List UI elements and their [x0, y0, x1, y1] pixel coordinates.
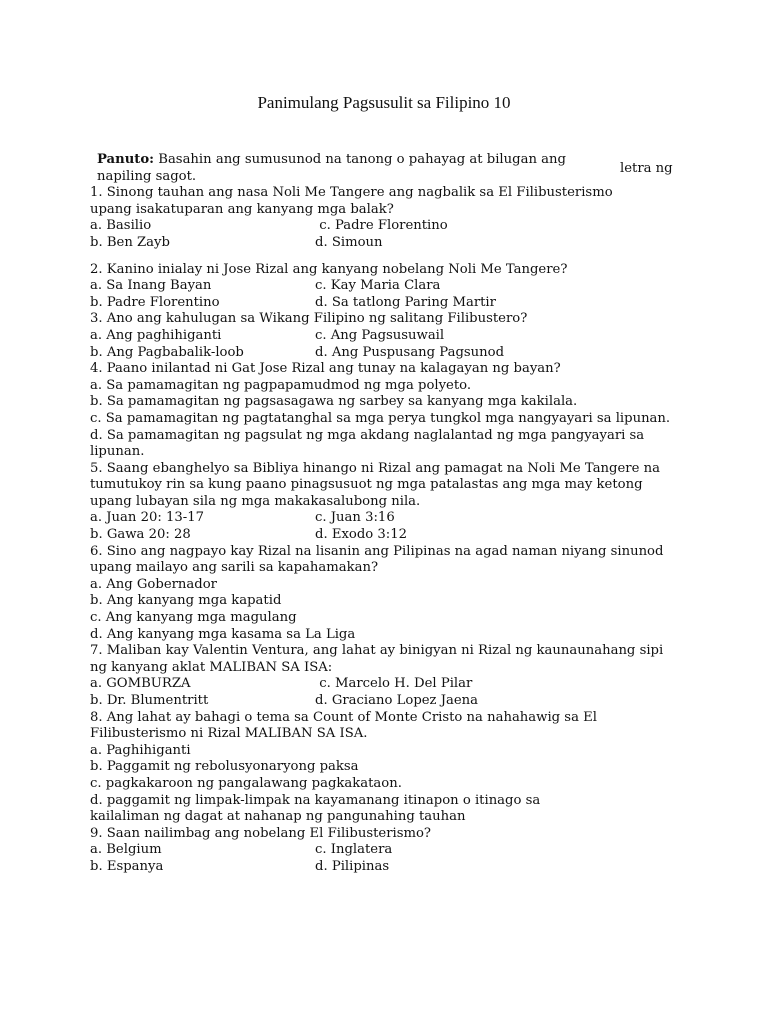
- question-line: 9. Saan nailimbag ang nobelang El Filibusterismo?: [90, 825, 431, 841]
- choice-right: d. Pilipinas: [315, 858, 390, 874]
- question-line: 7. Maliban kay Valentin Ventura, ang lahat ay binigyan ni Rizal ng kaunaunahang sipi: [90, 643, 664, 659]
- question-line: upang isakatuparan ang kanyang mga balak?: [90, 201, 394, 217]
- choice-right: d. Graciano Lopez Jaena: [315, 693, 479, 708]
- question-line: upang lubayan sila ng mga makakasalubong nila.: [90, 493, 421, 509]
- question-line: 4. Paano inilantad ni Gat Jose Rizal ang tunay na kalagayan ng bayan?: [90, 361, 561, 377]
- question-item: [90, 710, 690, 826]
- question-line: kailaliman ng dagat at nahanap ng pangunahing tauhan: [90, 809, 466, 825]
- instructions-aside: letra ng: [620, 161, 673, 176]
- choice-left: a. Juan 20: 13-17: [90, 510, 205, 526]
- choice-right: c. Kay Maria Clara: [315, 278, 441, 294]
- question-line: ng kanyang aklat MALIBAN SA ISA:: [90, 659, 333, 675]
- choice-row: [90, 527, 690, 544]
- question-line: c. pagkakaroon ng pangalawang pagkakataon.: [90, 775, 402, 791]
- choice-row: [90, 218, 690, 235]
- question-line: 3. Ano ang kahulugan sa Wikang Filipino ng salitang Filibustero?: [90, 311, 528, 327]
- question-line: Filibusterismo ni Rizal MALIBAN SA ISA.: [90, 726, 368, 742]
- question-item: [90, 461, 690, 544]
- choice-right: c. Inglatera: [315, 842, 393, 858]
- choice-row: [90, 235, 690, 252]
- question-line: upang mailayo ang sarili sa kapahamakan?: [90, 560, 379, 576]
- exam-body: [90, 152, 690, 876]
- instructions: [97, 152, 690, 185]
- question-line: b. Sa pamamagitan ng pagsasagawa ng sarbey sa kanyang mga kakilala.: [90, 394, 578, 410]
- choice-left: a. Belgium: [90, 842, 162, 858]
- choice-left: a. GOMBURZA: [90, 676, 191, 692]
- question-item: [90, 361, 690, 461]
- instructions-label: Panuto:: [97, 152, 155, 167]
- choice-right: d. Ang Puspusang Pagsunod: [315, 344, 505, 360]
- question-line: tumutukoy rin sa kung paano pinagsusuot ng mga patalastas ang mga may ketong: [90, 477, 643, 493]
- choice-row: [90, 510, 690, 527]
- choice-row: [90, 295, 690, 312]
- question-item: [90, 643, 690, 709]
- question-item: [90, 826, 690, 876]
- choice-row: [90, 345, 690, 362]
- choice-right: d. Simoun: [315, 234, 383, 250]
- choice-right: c. Marcelo H. Del Pilar: [315, 676, 473, 692]
- choice-left: b. Ben Zayb: [90, 234, 170, 250]
- question-line: d. Sa pamamagitan ng pagsulat ng mga akdang naglalantad ng mga pangyayari sa: [90, 427, 645, 443]
- spacer: [90, 252, 690, 262]
- question-item: [90, 544, 690, 644]
- choice-right: c. Juan 3:16: [315, 510, 395, 526]
- choice-left: a. Ang paghihiganti: [90, 327, 222, 343]
- question-line: 2. Kanino inialay ni Jose Rizal ang kanyang nobelang Noli Me Tangere?: [90, 261, 568, 277]
- choice-right: d. Sa tatlong Paring Martir: [315, 294, 496, 310]
- choice-left: b. Padre Florentino: [90, 294, 220, 310]
- question-line: 1. Sinong tauhan ang nasa Noli Me Tangere ang nagbalik sa El Filibusterismo: [90, 185, 613, 201]
- question-line: 6. Sino ang nagpayo kay Rizal na lisanin ang Pilipinas na agad naman niyang sinunod: [90, 543, 664, 559]
- instructions-line-1: Basahin ang sumusunod na tanong o pahayag at bilugan ang: [158, 152, 566, 167]
- choice-right: c. Ang Pagsusuwail: [315, 327, 445, 343]
- choice-row: [90, 859, 690, 876]
- choice-left: b. Gawa 20: 28: [90, 527, 191, 543]
- choice-right: d. Exodo 3:12: [315, 527, 408, 543]
- choice-left: b. Ang Pagbabalik-loob: [90, 344, 244, 360]
- choice-row: [90, 278, 690, 295]
- question-line: 8. Ang lahat ay bahagi o tema sa Count of Monte Cristo na nahahawig sa El: [90, 709, 597, 725]
- question-line: d. paggamit ng limpak-limpak na kayamanang itinapon o itinago sa: [90, 792, 541, 808]
- choice-row: [90, 693, 690, 710]
- choice-left: a. Basilio: [90, 218, 152, 234]
- instructions-line-2: napiling sagot.: [97, 168, 197, 184]
- choice-left: a. Sa Inang Bayan: [90, 278, 212, 294]
- choice-left: b. Dr. Blumentritt: [90, 693, 209, 708]
- page-title: Panimulang Pagsusulit sa Filipino 10: [257, 93, 511, 112]
- question-line: c. Sa pamamagitan ng pagtatanghal sa mga perya tungkol mga nangyayari sa lipunan.: [90, 410, 671, 426]
- question-line: a. Sa pamamagitan ng pagpapamudmod ng mga polyeto.: [90, 377, 472, 393]
- question-item: [90, 262, 690, 312]
- choice-row: [90, 676, 690, 693]
- choice-row: [90, 328, 690, 345]
- question-line: c. Ang kanyang mga magulang: [90, 610, 297, 626]
- question-line: a. Paghihiganti: [90, 742, 191, 758]
- question-item: [90, 311, 690, 361]
- question-item: [90, 185, 690, 261]
- question-line: b. Ang kanyang mga kapatid: [90, 593, 282, 609]
- question-line: lipunan.: [90, 444, 145, 460]
- question-line: b. Paggamit ng rebolusyonaryong paksa: [90, 759, 359, 775]
- question-line: a. Ang Gobernador: [90, 576, 217, 592]
- choice-left: b. Espanya: [90, 858, 164, 874]
- choice-right: c. Padre Florentino: [315, 218, 448, 234]
- choice-row: [90, 842, 690, 859]
- question-line: d. Ang kanyang mga kasama sa La Liga: [90, 626, 356, 642]
- question-list: [90, 185, 690, 875]
- question-line: 5. Saang ebanghelyo sa Bibliya hinango ni Rizal ang pamagat na Noli Me Tangere na: [90, 460, 660, 476]
